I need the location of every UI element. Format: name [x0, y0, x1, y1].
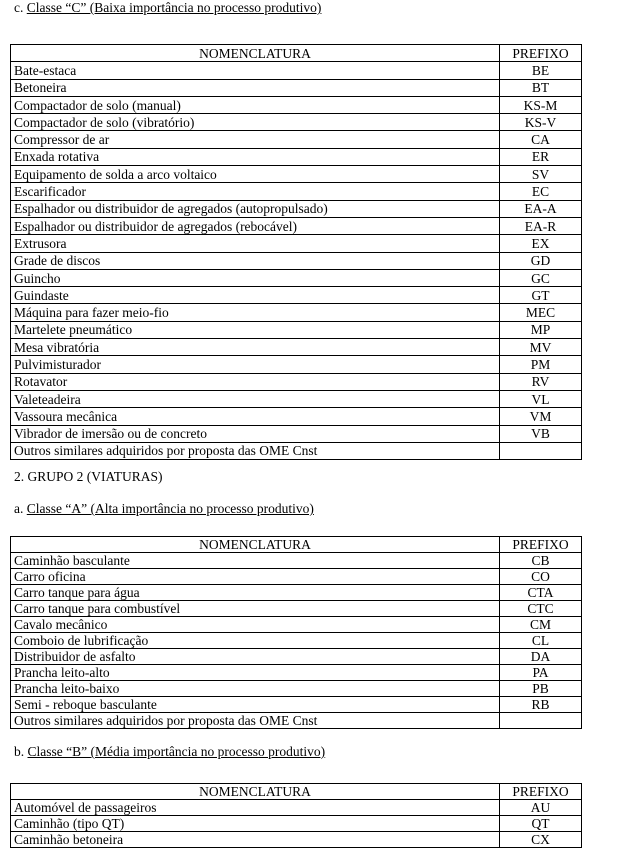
prefixo-cell: RB — [500, 697, 582, 713]
prefixo-cell: EA-A — [500, 200, 582, 217]
nomenclatura-cell: Caminhão betoneira — [11, 832, 500, 848]
table-row — [11, 114, 582, 131]
prefixo-cell: GT — [500, 287, 582, 304]
table-class-c — [10, 44, 582, 460]
nomenclatura-cell: Outros similares adquiridos por proposta das OME Cnst — [11, 713, 500, 729]
nomenclatura-cell: Vibrador de imersão ou de concreto — [11, 425, 500, 442]
prefixo-cell: BE — [500, 62, 582, 79]
table-class-b — [10, 783, 582, 848]
prefixo-cell: CL — [500, 633, 582, 649]
header-nomenclatura: NOMENCLATURA — [11, 537, 500, 553]
table-row — [11, 62, 582, 79]
table-row — [11, 697, 582, 713]
table-row — [11, 665, 582, 681]
prefixo-cell: VB — [500, 425, 582, 442]
section-c-title: Classe “C” (Baixa importância no processo produtivo) — [26, 0, 322, 15]
table-row — [11, 235, 582, 252]
table-row — [11, 713, 582, 729]
nomenclatura-cell: Guincho — [11, 269, 500, 286]
nomenclatura-cell: Espalhador ou distribuidor de agregados (autopropulsado) — [11, 200, 500, 217]
table-row — [11, 390, 582, 407]
table-row — [11, 373, 582, 390]
nomenclatura-cell: Carro tanque para combustível — [11, 601, 500, 617]
nomenclatura-cell: Espalhador ou distribuidor de agregados (rebocável) — [11, 217, 500, 234]
table-header-row — [11, 45, 582, 62]
prefixo-cell: VM — [500, 408, 582, 425]
table-row — [11, 321, 582, 338]
table-row — [11, 339, 582, 356]
table-row — [11, 585, 582, 601]
prefixo-cell: CTA — [500, 585, 582, 601]
nomenclatura-cell: Máquina para fazer meio-fio — [11, 304, 500, 321]
nomenclatura-cell: Compactador de solo (vibratório) — [11, 114, 500, 131]
prefixo-cell: GC — [500, 269, 582, 286]
nomenclatura-cell: Prancha leito-alto — [11, 665, 500, 681]
prefixo-cell: BT — [500, 79, 582, 96]
nomenclatura-cell: Rotavator — [11, 373, 500, 390]
nomenclatura-cell: Distribuidor de asfalto — [11, 649, 500, 665]
nomenclatura-cell: Martelete pneumático — [11, 321, 500, 338]
table-class-a — [10, 536, 582, 729]
table-row — [11, 183, 582, 200]
table-row — [11, 217, 582, 234]
prefixo-cell — [500, 713, 582, 729]
prefixo-cell: GD — [500, 252, 582, 269]
prefixo-cell: CO — [500, 569, 582, 585]
nomenclatura-cell: Cavalo mecânico — [11, 617, 500, 633]
prefixo-cell: MP — [500, 321, 582, 338]
nomenclatura-cell: Grade de discos — [11, 252, 500, 269]
nomenclatura-cell: Valeteadeira — [11, 390, 500, 407]
section-a-prefix: a. — [14, 501, 24, 516]
table-row — [11, 633, 582, 649]
prefixo-cell: EA-R — [500, 217, 582, 234]
table-row — [11, 356, 582, 373]
nomenclatura-cell: Equipamento de solda a arco voltaico — [11, 166, 500, 183]
table-row — [11, 148, 582, 165]
prefixo-cell: EX — [500, 235, 582, 252]
prefixo-cell: MV — [500, 339, 582, 356]
prefixo-cell: PA — [500, 665, 582, 681]
nomenclatura-cell: Compressor de ar — [11, 131, 500, 148]
table-header-row — [11, 537, 582, 553]
prefixo-cell: PM — [500, 356, 582, 373]
section-a-heading — [14, 501, 314, 517]
prefixo-cell: VL — [500, 390, 582, 407]
prefixo-cell: EC — [500, 183, 582, 200]
prefixo-cell: CM — [500, 617, 582, 633]
nomenclatura-cell: Carro tanque para água — [11, 585, 500, 601]
nomenclatura-cell: Semi - reboque basculante — [11, 697, 500, 713]
nomenclatura-cell: Mesa vibratória — [11, 339, 500, 356]
table-row — [11, 442, 582, 459]
nomenclatura-cell: Caminhão (tipo QT) — [11, 816, 500, 832]
header-nomenclatura: NOMENCLATURA — [11, 784, 500, 800]
nomenclatura-cell: Compactador de solo (manual) — [11, 96, 500, 113]
table-row — [11, 649, 582, 665]
nomenclatura-cell: Prancha leito-baixo — [11, 681, 500, 697]
table-row — [11, 800, 582, 816]
prefixo-cell: QT — [500, 816, 582, 832]
prefixo-cell: ER — [500, 148, 582, 165]
nomenclatura-cell: Carro oficina — [11, 569, 500, 585]
header-prefixo: PREFIXO — [500, 45, 582, 62]
table-row — [11, 304, 582, 321]
prefixo-cell: RV — [500, 373, 582, 390]
prefixo-cell: CTC — [500, 601, 582, 617]
prefixo-cell: PB — [500, 681, 582, 697]
header-nomenclatura: NOMENCLATURA — [11, 45, 500, 62]
prefixo-cell: AU — [500, 800, 582, 816]
table-row — [11, 252, 582, 269]
prefixo-cell — [500, 442, 582, 459]
section-a-title: Classe “A” (Alta importância no processo produtivo) — [26, 501, 314, 516]
table-row — [11, 553, 582, 569]
prefixo-cell: KS-M — [500, 96, 582, 113]
table-row — [11, 79, 582, 96]
nomenclatura-cell: Comboio de lubrificação — [11, 633, 500, 649]
table-row — [11, 681, 582, 697]
section-b-heading — [14, 744, 325, 760]
table-row — [11, 200, 582, 217]
nomenclatura-cell: Pulvimisturador — [11, 356, 500, 373]
table-row — [11, 617, 582, 633]
table-row — [11, 269, 582, 286]
nomenclatura-cell: Vassoura mecânica — [11, 408, 500, 425]
table-row — [11, 287, 582, 304]
table-row — [11, 131, 582, 148]
nomenclatura-cell: Automóvel de passageiros — [11, 800, 500, 816]
grupo-2-heading: 2. GRUPO 2 (VIATURAS) — [14, 469, 163, 484]
nomenclatura-cell: Caminhão basculante — [11, 553, 500, 569]
section-b-title: Classe “B” (Média importância no processo produtivo) — [27, 744, 326, 759]
section-b-prefix: b. — [14, 744, 25, 759]
prefixo-cell: KS-V — [500, 114, 582, 131]
nomenclatura-cell: Guindaste — [11, 287, 500, 304]
prefixo-cell: CX — [500, 832, 582, 848]
nomenclatura-cell: Extrusora — [11, 235, 500, 252]
table-row — [11, 408, 582, 425]
prefixo-cell: CA — [500, 131, 582, 148]
nomenclatura-cell: Outros similares adquiridos por proposta das OME Cnst — [11, 442, 500, 459]
table-header-row — [11, 784, 582, 800]
prefixo-cell: MEC — [500, 304, 582, 321]
header-prefixo: PREFIXO — [500, 784, 582, 800]
section-c-heading — [14, 0, 321, 16]
header-prefixo: PREFIXO — [500, 537, 582, 553]
table-row — [11, 166, 582, 183]
prefixo-cell: SV — [500, 166, 582, 183]
table-row — [11, 569, 582, 585]
nomenclatura-cell: Bate-estaca — [11, 62, 500, 79]
nomenclatura-cell: Betoneira — [11, 79, 500, 96]
table-row — [11, 832, 582, 848]
table-row — [11, 601, 582, 617]
nomenclatura-cell: Enxada rotativa — [11, 148, 500, 165]
table-row — [11, 96, 582, 113]
table-row — [11, 816, 582, 832]
table-row — [11, 425, 582, 442]
section-c-prefix: c. — [14, 0, 24, 15]
nomenclatura-cell: Escarificador — [11, 183, 500, 200]
prefixo-cell: DA — [500, 649, 582, 665]
prefixo-cell: CB — [500, 553, 582, 569]
